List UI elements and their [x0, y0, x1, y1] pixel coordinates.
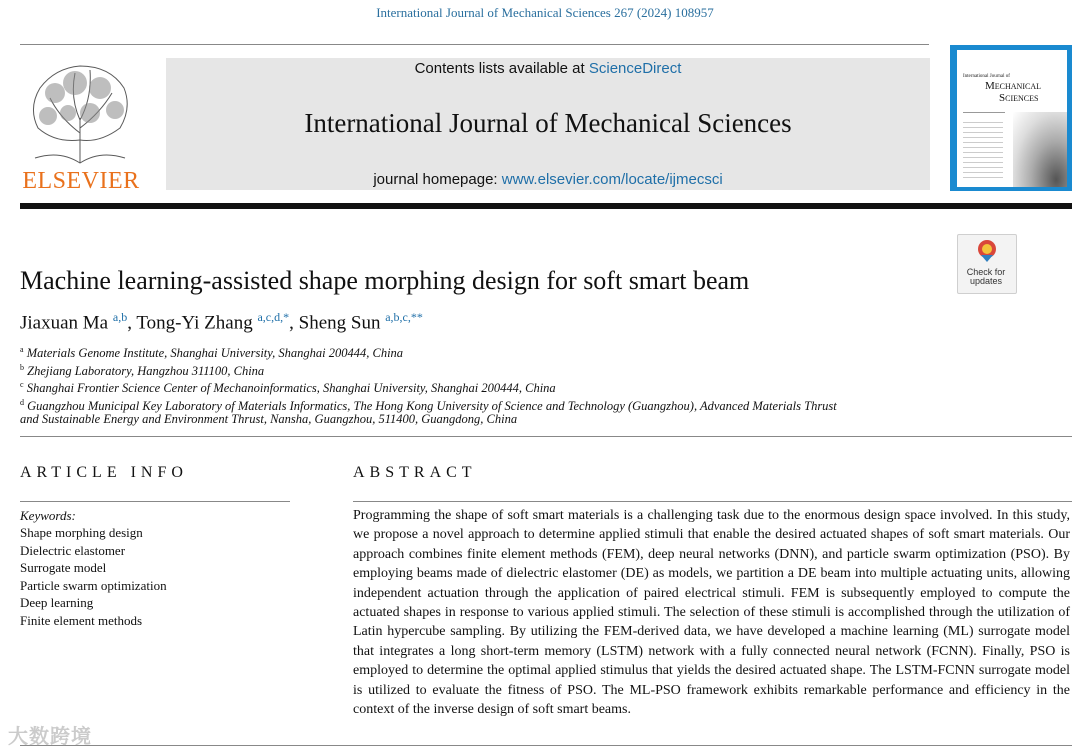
affiliation-mark: d — [20, 397, 24, 407]
affiliation-text: Guangzhou Municipal Key Laboratory of Materials Informatics, The Hong Kong University of Science and Technology (Guangzhou), Advanced Materials Thrust — [27, 398, 837, 413]
abstract-divider — [353, 501, 1072, 502]
article-info-divider — [20, 501, 290, 502]
author-name[interactable]: Jiaxuan Ma — [20, 312, 109, 334]
author-name[interactable]: Tong-Yi Zhang — [136, 312, 253, 334]
keyword-item[interactable]: Finite element methods — [20, 612, 143, 628]
watermark: 大数跨境 — [8, 724, 92, 748]
keywords-label: Keywords: — [20, 508, 76, 523]
affiliation-mark: b — [20, 362, 24, 372]
affiliation-text: Shanghai Frontier Science Center of Mechanoinformatics, Shanghai University, Shanghai 200444, China — [26, 381, 556, 396]
journal-title[interactable]: International Journal of Mechanical Sciences — [304, 108, 792, 138]
affiliation-d-continued: and Sustainable Energy and Environment Thrust, Nansha, Guangzhou, 511400, Guangdong, China — [20, 412, 518, 426]
keyword-item[interactable]: Dielectric elastomer — [20, 542, 126, 558]
cover-page — [957, 50, 1067, 187]
author-separator: , — [127, 312, 137, 334]
author-name[interactable]: Sheng Sun — [298, 312, 381, 334]
cover-contents-lines — [963, 118, 1003, 178]
abstract-body: Programming the shape of soft smart materials is a challenging task due to the enormous design space involved. In this study, we propose a novel approach to determine applied stimuli that enable the desired actuated shapes of soft smart materials. Our approach combines finite element methods (FEM), deep neural networks (DNN), and particle swarm optimization (PSO). By employing beams made of dielectric elastomer (DE) as models, we partition a DE beam into multiple actuating units, allowing independent actuation through the application of paired electrical stimuli. FEM is subsequently employed to compute the actuated shapes in response to various applied stimuli. The selection of these stimuli is accomplished through the utilization of Latin hypercube sampling. By utilizing the FEM-derived data, we have developed a machine learning (ML) surrogate model that integrates a long short-term memory (LSTM) network with a fully connected neural network (FCNN). Finally, PSO is employed to determine the optimal applied stimulus that yields the desired actuated shape. The LSTM-FCNN surrogate model is utilized to evaluate the fitness of PSO. The ML-PSO framework exhibits remarkable performance and efficiency in the context of the inverse design of soft smart beams. — [353, 508, 1070, 718]
affiliation-divider — [20, 436, 1072, 437]
affiliation-mark: a — [20, 345, 24, 354]
homepage-line — [166, 171, 930, 188]
check-updates-line2: updates — [969, 276, 1003, 286]
author-affiliation-marks[interactable]: a,b,c,** — [385, 310, 423, 324]
check-updates-icon — [977, 239, 997, 263]
author-list — [20, 310, 423, 334]
sciencedirect-link[interactable]: ScienceDirect — [588, 60, 682, 77]
journal-homepage-link[interactable]: www.elsevier.com/locate/ijmecsci — [501, 171, 723, 188]
bottom-divider — [20, 745, 1072, 746]
check-updates-line1: Check for — [966, 267, 1006, 277]
elsevier-wordmark: ELSEVIER — [22, 168, 140, 194]
affiliation-text: Materials Genome Institute, Shanghai University, Shanghai 200444, China — [26, 346, 404, 361]
keyword-item[interactable]: Shape morphing design — [20, 525, 143, 540]
cover-line2: Mechanical — [985, 80, 1041, 92]
header-thick-rule — [20, 203, 1072, 209]
author-affiliation-marks[interactable]: a,c,d,* — [257, 310, 290, 324]
affiliation-text: Zhejiang Laboratory, Hangzhou 311100, China — [27, 363, 265, 378]
keyword-item[interactable]: Surrogate model — [20, 560, 107, 575]
keyword-item[interactable]: Deep learning — [20, 595, 94, 610]
article-info-heading: ARTICLE INFO — [20, 464, 188, 481]
check-updates-label — [957, 268, 1015, 286]
journal-citation[interactable]: International Journal of Mechanical Sciences 267 (2024) 108957 — [376, 5, 714, 20]
cover-artwork — [1013, 112, 1067, 187]
contents-prefix: Contents lists available at — [414, 60, 589, 77]
cover-line3: Sciences — [999, 92, 1039, 104]
affiliation-mark: c — [20, 380, 24, 389]
top-divider — [20, 44, 929, 45]
cover-line1: International Journal of — [963, 74, 1010, 79]
author-separator: , — [289, 312, 299, 334]
cover-rule — [963, 112, 1005, 113]
author-affiliation-marks[interactable]: a,b — [112, 310, 128, 324]
paper-title: Machine learning-assisted shape morphing design for soft smart beam — [20, 266, 750, 295]
abstract-heading: ABSTRACT — [353, 464, 477, 481]
homepage-prefix: journal homepage: — [373, 171, 502, 188]
contents-line — [166, 60, 930, 78]
keyword-item[interactable]: Particle swarm optimization — [20, 577, 167, 593]
